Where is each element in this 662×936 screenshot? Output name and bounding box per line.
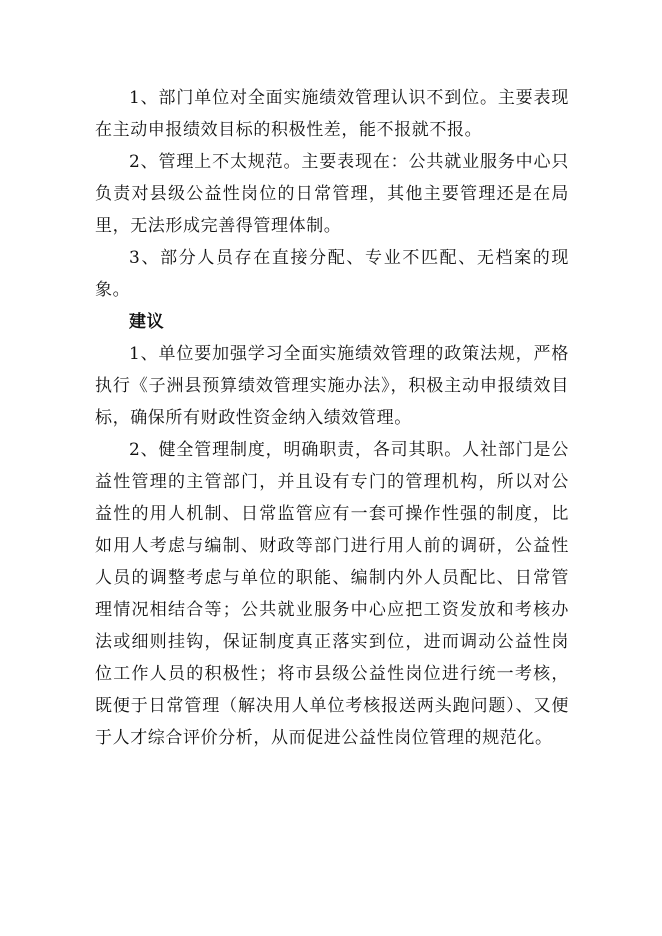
problem-paragraph-2: 2、管理上不太规范。主要表现在：公共就业服务中心只负责对县级公益性岗位的日常管理，其他主要管理还是在局里，无法形成完善得管理体制。 <box>95 152 569 236</box>
document-page <box>95 82 569 754</box>
problem-paragraph-3: 3、部分人员存在直接分配、专业不匹配、无档案的现象。 <box>95 248 569 300</box>
suggestion-paragraph-1: 1、单位要加强学习全面实施绩效管理的政策法规，严格执行《子洲县预算绩效管理实施办法》，积极主动申报绩效目标，确保所有财政性资金纳入绩效管理。 <box>95 344 569 428</box>
suggestion-paragraph-2: 2、健全管理制度，明确职责，各司其职。人社部门是公益性管理的主管部门，并且设有专门的管理机构，所以对公益性的用人机制、日常监管应有一套可操作性强的制度，比如用人考虑与编制、财政等部门进行用人前的调研，公益性人员的调整考虑与单位的职能、编制内外人员配比、日常管理情况相结合等；公共就业服务中心应把工资发放和考核办法或细则挂钩，保证制度真正落实到位，进而调动公益性岗位工作人员的积极性；将市县级公益性岗位进行统一考核，既便于日常管理（解决用人单位考核报送两头跑问题）、又便于人才综合评价分析，从而促进公益性岗位管理的规范化。 <box>95 440 569 748</box>
suggestions-heading: 建议 <box>129 312 165 332</box>
problem-paragraph-1: 1、部门单位对全面实施绩效管理认识不到位。主要表现在主动申报绩效目标的积极性差，能不报就不报。 <box>95 88 569 140</box>
